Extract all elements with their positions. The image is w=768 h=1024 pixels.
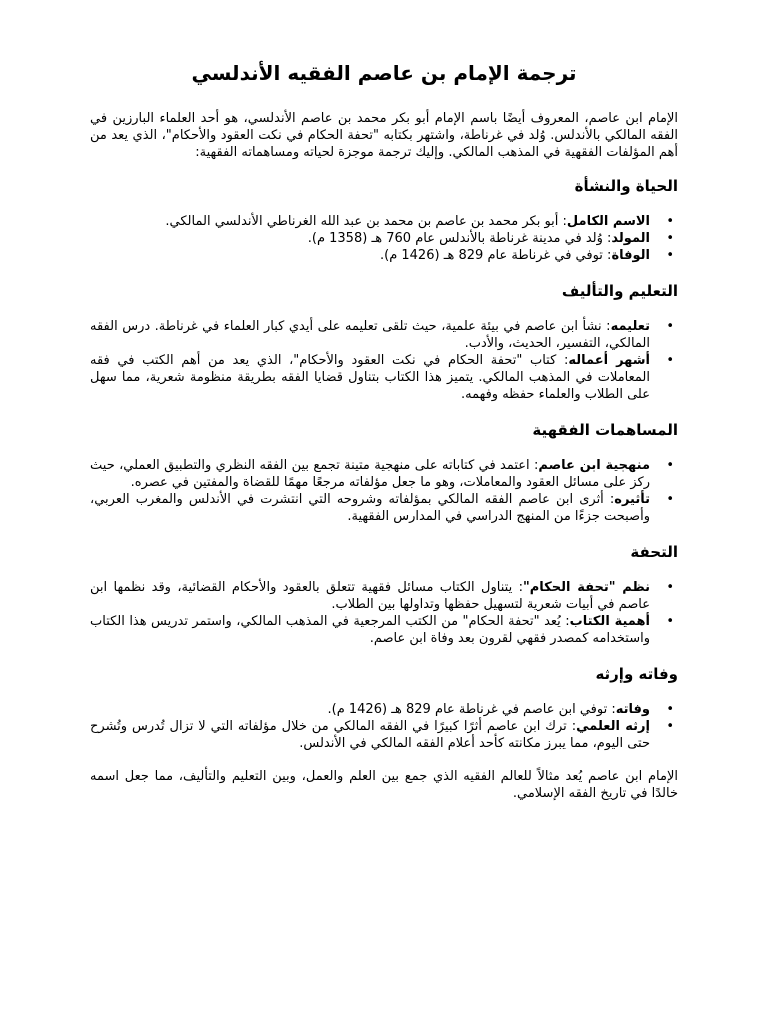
item-text: : كتاب "تحفة الحكام في نكت العقود والأحكام"، الذي يعد من أهم الكتب في فقه المعاملات في المذهب المالكي. يتميز هذا الكتاب بتناول قضايا الفقه بطريقة منظومة شعرية، مما سهل على الطلاب والعلماء حفظه وفهمه. bbox=[90, 353, 650, 402]
item-term: تعليمه bbox=[610, 319, 650, 334]
item-term: وفاته bbox=[615, 702, 650, 717]
item-term: منهجية ابن عاصم bbox=[538, 458, 650, 473]
intro-paragraph: الإمام ابن عاصم، المعروف أيضًا باسم الإمام أبو بكر محمد بن عاصم الأندلسي، هو أحد العلماء البارزين في الفقه المالكي بالأندلس. وُلد في غرناطة، واشتهر بكتابه "تحفة الحكام في نكت العقود والأحكام"، الذي يعد من أهم المؤلفات الفقهية في المذهب المالكي. وإليك ترجمة موجزة لحياته ومساهماته الفقهية: bbox=[90, 111, 678, 160]
section-heading-life: الحياة والنشأة bbox=[574, 177, 678, 195]
item-term: الوفاة bbox=[611, 248, 650, 263]
item-text: : يُعد "تحفة الحكام" من الكتب المرجعية في المذهب المالكي، واستمر تدريس هذا الكتاب واستخدامه كمصدر فقهي لقرون بعد وفاة ابن عاصم. bbox=[90, 614, 650, 646]
list-item bbox=[90, 491, 650, 525]
item-term: إرثه العلمي bbox=[576, 719, 650, 734]
item-term: نظم "تحفة الحكام" bbox=[522, 580, 650, 595]
section-heading-tuhfa: التحفة bbox=[630, 543, 678, 561]
section-list-legacy bbox=[90, 701, 678, 752]
list-item bbox=[90, 230, 650, 247]
item-term: الاسم الكامل bbox=[566, 214, 650, 229]
section-list-tuhfa bbox=[90, 579, 678, 647]
item-text: : أبو بكر محمد بن عاصم بن محمد بن عبد الله الغرناطي الأندلسي المالكي. bbox=[165, 214, 567, 229]
item-text: : وُلد في مدينة غرناطة بالأندلس عام 760 هـ (1358 م). bbox=[307, 231, 612, 246]
item-text: : يتناول الكتاب مسائل فقهية تتعلق بالعقود والأحكام القضائية، وقد نظمها ابن عاصم في أبيات شعرية لتسهيل حفظها وتداولها بين الطلاب. bbox=[90, 580, 650, 612]
list-item bbox=[90, 701, 650, 718]
item-term: أهمية الكتاب bbox=[569, 614, 650, 629]
item-text: : توفي ابن عاصم في غرناطة عام 829 هـ (1426 م). bbox=[327, 702, 616, 717]
section-heading-legacy: وفاته وإرثه bbox=[595, 665, 678, 683]
item-term: أشهر أعماله bbox=[568, 353, 650, 368]
list-item bbox=[90, 613, 650, 647]
section-list-life bbox=[90, 213, 678, 264]
section-list-contributions bbox=[90, 457, 678, 525]
document-title: ترجمة الإمام بن عاصم الفقيه الأندلسي bbox=[191, 61, 577, 85]
section-heading-education: التعليم والتأليف bbox=[561, 282, 678, 300]
list-item bbox=[90, 318, 650, 352]
section-list-education bbox=[90, 318, 678, 403]
item-term: المولد bbox=[611, 231, 650, 246]
conclusion-paragraph: الإمام ابن عاصم يُعد مثالاً للعالم الفقيه الذي جمع بين العلم والعمل، وبين التعليم والتأليف، مما جعل اسمه خالدًا في تاريخ الفقه الإسلامي. bbox=[90, 769, 678, 801]
list-item bbox=[90, 352, 650, 403]
item-text: : ترك ابن عاصم أثرًا كبيرًا في الفقه المالكي من خلال مؤلفاته التي لا تزال تُدرس وتُشرح حتى اليوم، مما يبرز مكانته كأحد أعلام الفقه المالكي في الأندلس. bbox=[90, 719, 650, 751]
item-text: : نشأ ابن عاصم في بيئة علمية، حيث تلقى تعليمه على أيدي كبار العلماء في غرناطة. درس الفقه المالكي، التفسير، الحديث، والأدب. bbox=[90, 319, 650, 351]
item-text: : اعتمد في كتاباته على منهجية متينة تجمع بين الفقه النظري والتطبيق العملي، حيث ركز على مسائل العقود والمعاملات، وهو ما جعل مؤلفاته مرجعًا مهمًا للقضاة والمفتين في عصره. bbox=[90, 458, 650, 490]
list-item bbox=[90, 247, 650, 264]
list-item bbox=[90, 213, 650, 230]
item-term: تأثيره bbox=[614, 492, 650, 507]
item-text: : توفي في غرناطة عام 829 هـ (1426 م). bbox=[380, 248, 612, 263]
item-text: : أثرى ابن عاصم الفقه المالكي بمؤلفاته وشروحه التي انتشرت في الأندلس والمغرب العربي، وأصبحت جزءًا من المنهج الدراسي في المدارس الفقهية. bbox=[90, 492, 650, 524]
list-item bbox=[90, 579, 650, 613]
list-item bbox=[90, 718, 650, 752]
list-item bbox=[90, 457, 650, 491]
section-heading-contributions: المساهمات الفقهية bbox=[532, 421, 678, 439]
